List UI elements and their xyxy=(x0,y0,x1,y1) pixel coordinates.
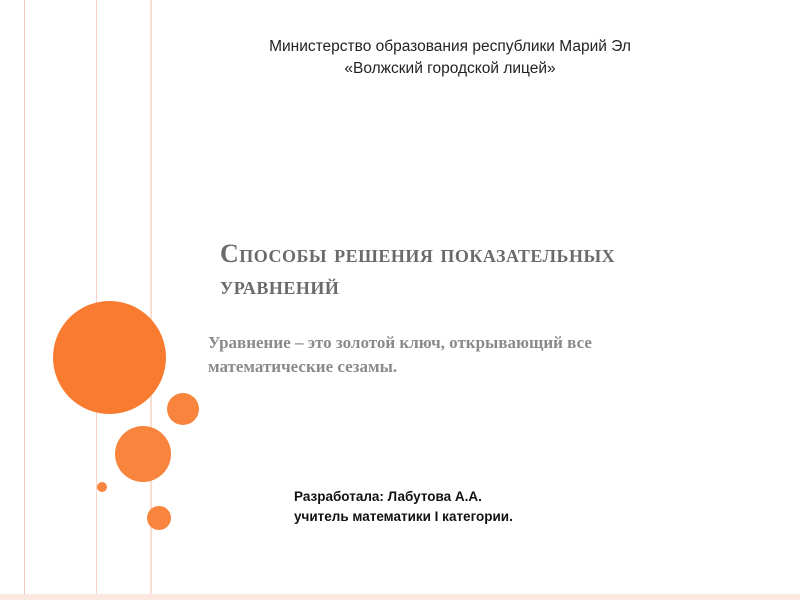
epigraph-line-2: математические сезамы. xyxy=(208,357,398,376)
bottom-band xyxy=(0,594,800,600)
decorative-circle-tiny xyxy=(97,482,107,492)
title-line-2: уравнений xyxy=(220,271,340,300)
epigraph-line-1: Уравнение – это золотой ключ, открывающий все xyxy=(208,333,592,352)
slide-title xyxy=(220,238,780,302)
decorative-circle-small xyxy=(147,506,171,530)
epigraph xyxy=(208,331,728,379)
decorative-stripe xyxy=(96,0,97,600)
decorative-circle-large xyxy=(53,301,166,414)
organization-header xyxy=(200,36,700,80)
author-block xyxy=(294,487,714,527)
author-name: Разработала: Лабутова А.А. xyxy=(294,489,482,504)
header-line-ministry: Министерство образования республики Марий Эл xyxy=(269,38,631,55)
decorative-circle-small xyxy=(167,393,199,425)
title-line-1: Способы решения показательных xyxy=(220,239,616,268)
decorative-stripe xyxy=(24,0,25,600)
header-line-school: «Волжский городской лицей» xyxy=(344,60,556,77)
author-position: учитель математики I категории. xyxy=(294,509,513,524)
decorative-circle-medium xyxy=(115,426,171,482)
